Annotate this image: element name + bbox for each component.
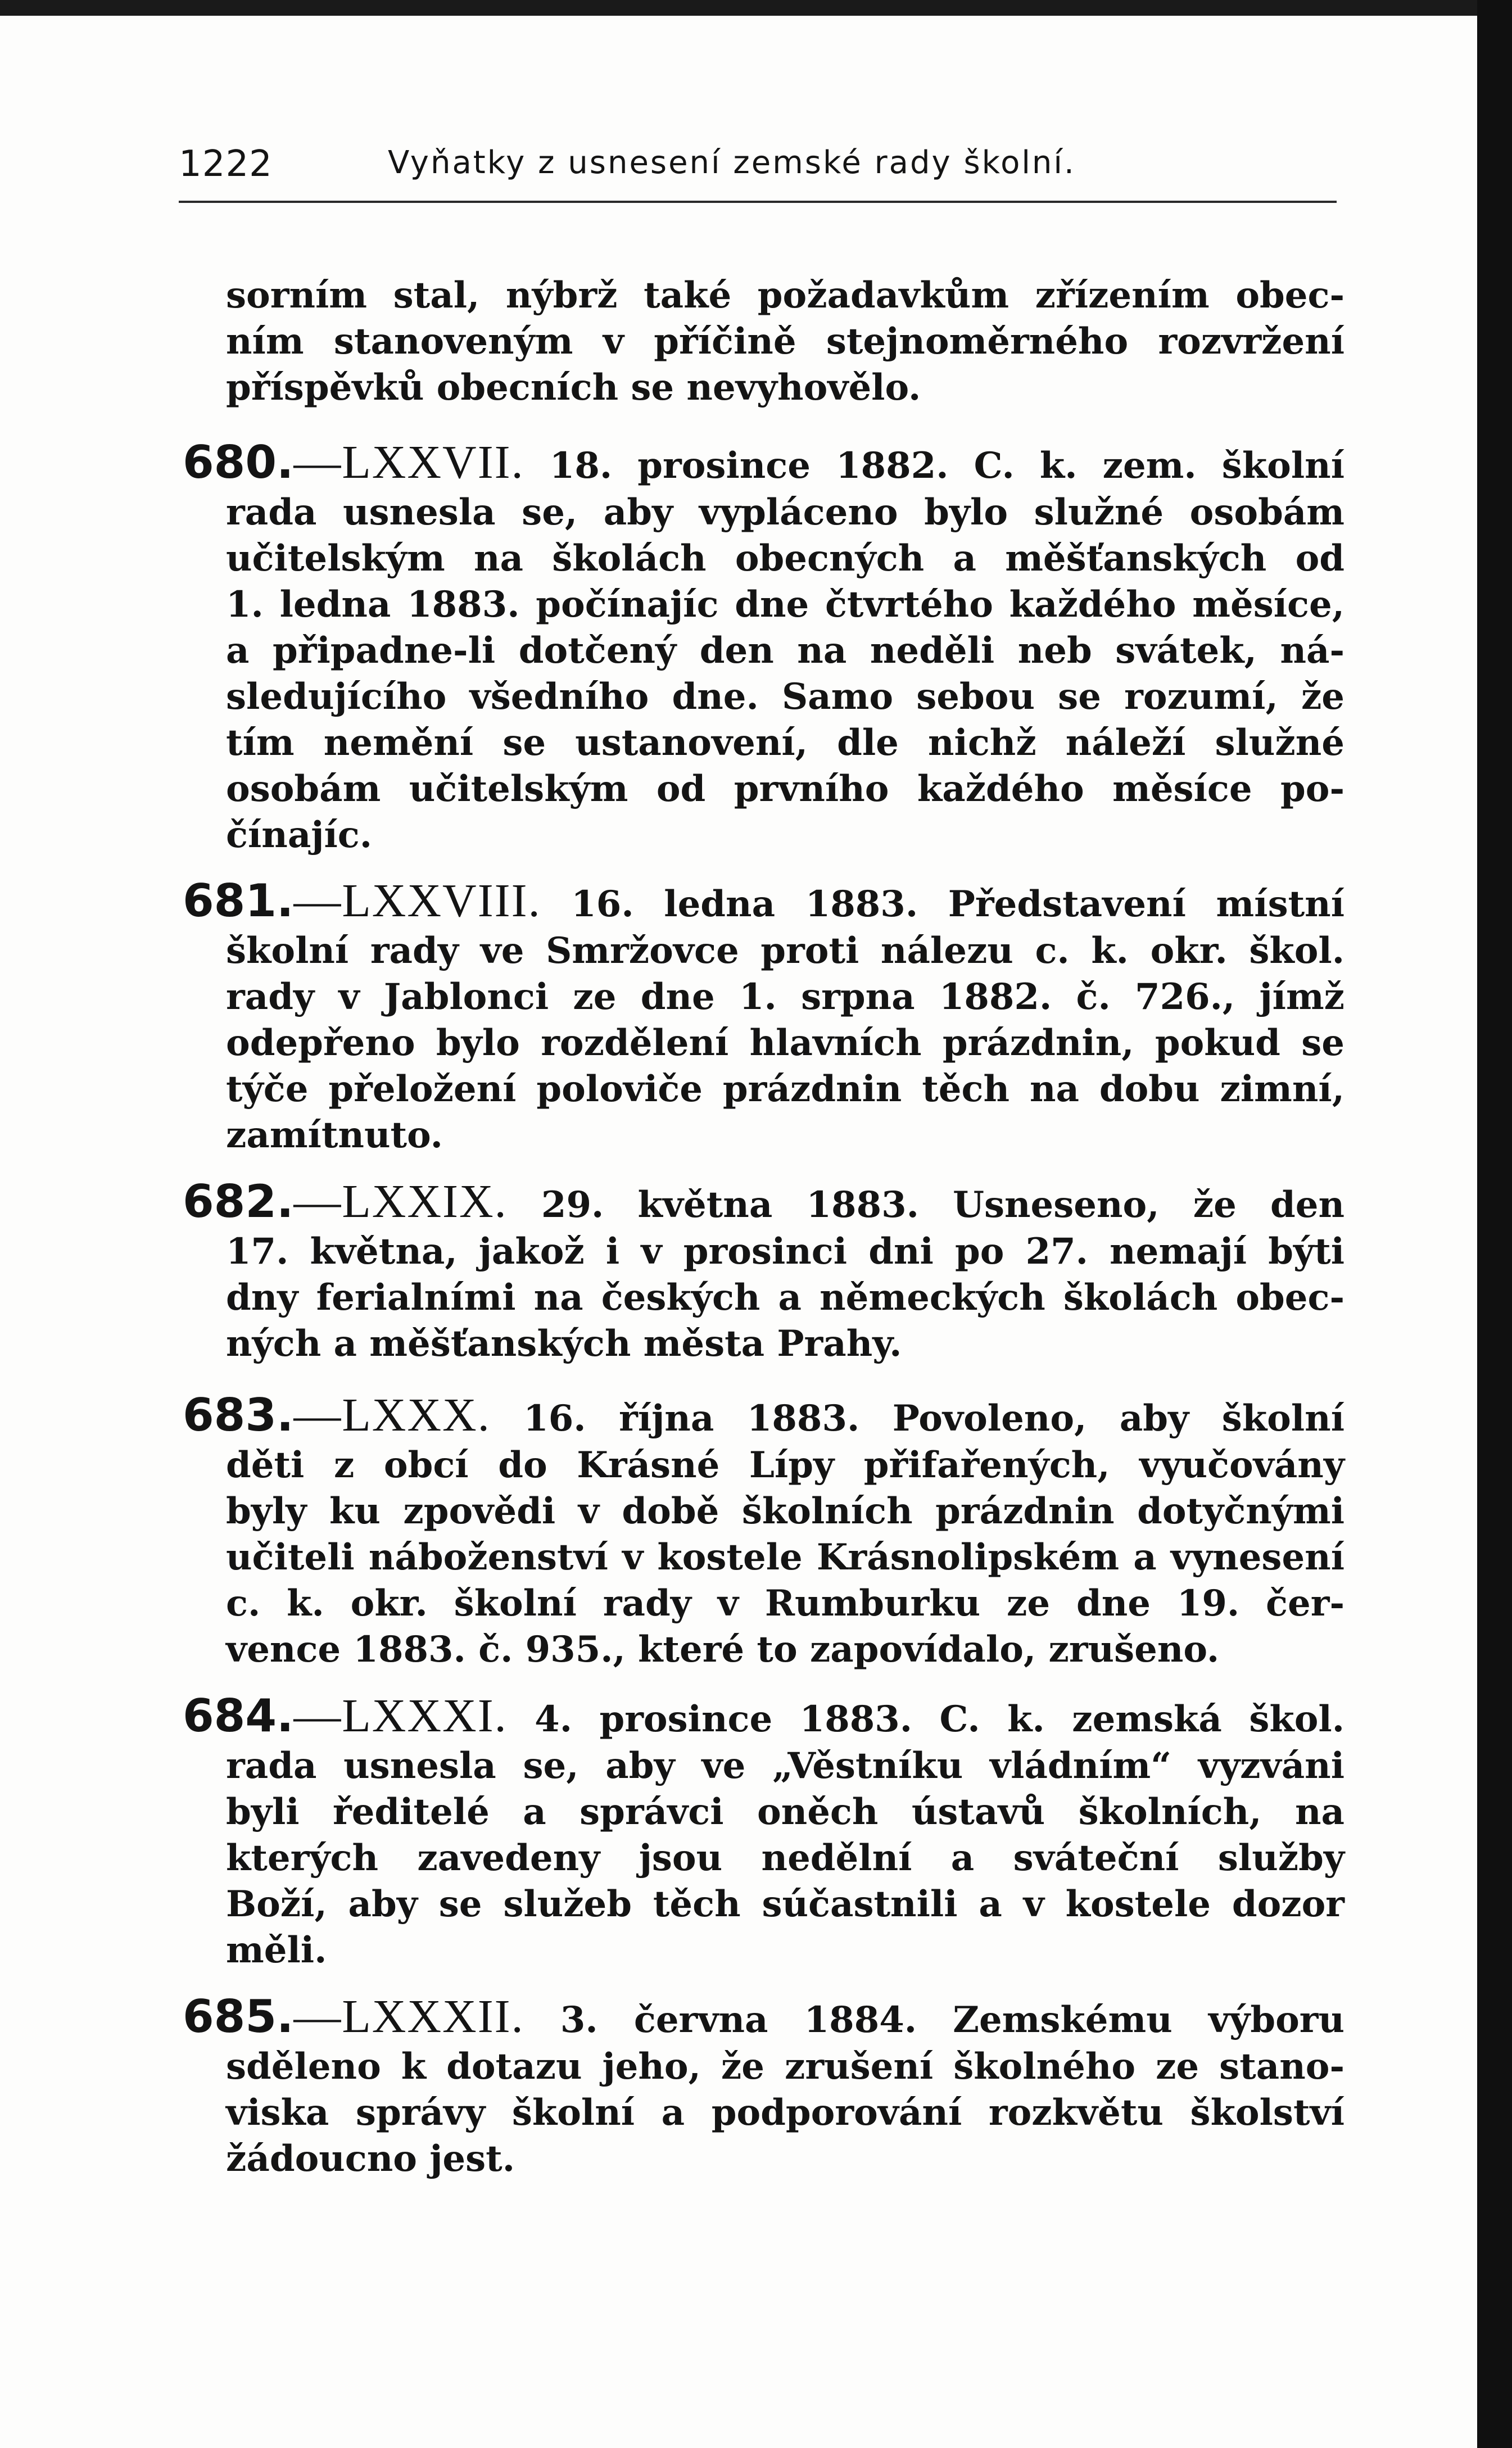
entry-roman-numeral: —LXXVII. (293, 436, 524, 488)
entry-heading-rest: 29. května 1883. Usneseno, že den (541, 1184, 1345, 1226)
intro-paragraph (226, 273, 1344, 411)
entry-heading-line (183, 1689, 1344, 1743)
entry-683 (183, 1388, 1345, 1673)
entry-heading-rest: 16. ledna 1883. Představení místní (571, 883, 1345, 925)
paragraph-line: odepřeno bylo rozdělení hlavních prázdnin, pokud se (226, 1022, 1344, 1064)
entry-685 (183, 1990, 1345, 2182)
running-head (179, 143, 1337, 188)
paragraph-line: kterých zavedeny jsou nedělní a sváteční služby (226, 1837, 1344, 1879)
paragraph-line: žádoucno jest. (226, 2138, 515, 2180)
header-rule (179, 201, 1337, 203)
entry-number: 682. (183, 1175, 294, 1228)
paragraph-line: příspěvků obecních se nevyhovělo. (226, 366, 921, 409)
paragraph-line: osobám učitelským od prvního každého měsíce po- (226, 768, 1344, 810)
entry-681 (183, 874, 1345, 1159)
paragraph-line: učitelským na školách obecných a měšťanských od (226, 537, 1344, 580)
entry-roman-numeral: —LXXVIII. (293, 875, 541, 927)
paragraph-line: zamítnuto. (226, 1114, 443, 1156)
paragraph-line: rada usnesla se, aby vypláceno bylo služné osobám (226, 491, 1344, 533)
entry-heading-line (183, 1990, 1344, 2044)
paragraph-line: učiteli náboženství v kostele Krásnolipském a vynesení (226, 1536, 1344, 1578)
page-number: 1222 (179, 143, 273, 185)
paragraph-line: sorním stal, nýbrž také požadavkům zřízením obec- (226, 274, 1344, 316)
paragraph-line: rady v Jablonci ze dne 1. srpna 1882. č. 726., jímž (226, 976, 1344, 1018)
paragraph-line: školní rady ve Smržovce proti nálezu c. k. okr. škol. (226, 930, 1344, 972)
entry-heading-rest: 3. června 1884. Zemskému výboru (560, 1999, 1345, 2041)
paragraph-line: ných a měšťanských města Prahy. (226, 1323, 902, 1365)
paragraph-line: Boží, aby se služeb těch súčastnili a v kostele dozor (226, 1883, 1344, 1925)
paragraph-line: sledujícího všedního dne. Samo sebou se rozumí, že (226, 676, 1344, 718)
paragraph-line: 1. ledna 1883. počínajíc dne čtvrtého každého měsíce, (226, 583, 1344, 626)
entry-684 (183, 1689, 1344, 1974)
entry-roman-numeral: —LXXIX. (293, 1175, 508, 1228)
paragraph-line: sděleno k dotazu jeho, že zrušení školného ze stano- (226, 2046, 1344, 2088)
paragraph-line: 17. května, jakož i v prosinci dni po 27. nemají býti (226, 1230, 1344, 1273)
paragraph-line: měli. (226, 1929, 327, 1971)
entry-number: 685. (183, 1990, 294, 2043)
paragraph-line: tím nemění se ustanovení, dle nichž náleží služné (226, 722, 1344, 764)
paragraph-line: ním stanoveným v příčině stejnoměrného rozvržení (226, 320, 1344, 363)
entry-682 (183, 1175, 1345, 1367)
entry-heading-rest: 16. října 1883. Povoleno, aby školní (523, 1397, 1345, 1440)
entry-heading-line (183, 436, 1344, 490)
entry-number: 683. (183, 1389, 294, 1441)
entry-heading-line (183, 1388, 1344, 1442)
entry-number: 684. (183, 1690, 294, 1742)
paragraph-line: čínajíc. (226, 814, 372, 856)
entry-heading-rest: 4. prosince 1883. C. k. zemská škol. (535, 1698, 1344, 1740)
paragraph-line: rada usnesla se, aby ve „Věstníku vládním“ vyzváni (226, 1745, 1344, 1787)
entry-number: 680. (183, 436, 294, 488)
paragraph-line: byli ředitelé a správci oněch ústavů školních, na (226, 1791, 1344, 1833)
paragraph-line: děti z obcí do Krásné Lípy přifařených, vyučovány (226, 1444, 1344, 1486)
paragraph-line: viska správy školní a podporování rozkvětu školství (226, 2092, 1344, 2134)
paragraph-line: c. k. okr. školní rady v Rumburku ze dne 19. čer- (226, 1582, 1344, 1625)
entry-680 (183, 436, 1345, 858)
scan-edge-right (1477, 0, 1512, 2448)
paragraph-line: vence 1883. č. 935., které to zapovídalo, zrušeno. (226, 1628, 1220, 1671)
entry-roman-numeral: —LXXXII. (293, 1990, 524, 2043)
entry-roman-numeral: —LXXXI. (293, 1690, 508, 1742)
entry-heading-line (183, 874, 1344, 928)
paragraph-line: dny ferialními na českých a německých školách obec- (226, 1277, 1344, 1319)
running-title: Vyňatky z usnesení zemské rady školní. (388, 144, 1076, 181)
paragraph-line: a připadne-li dotčený den na neděli neb svátek, ná- (226, 630, 1344, 672)
entry-number: 681. (183, 875, 294, 927)
entry-roman-numeral: —LXXX. (293, 1389, 491, 1441)
scan-edge-top (0, 0, 1512, 16)
paragraph-line: týče přeložení poloviče prázdnin těch na dobu zimní, (226, 1068, 1344, 1110)
paragraph-line: byly ku zpovědi v době školních prázdnin dotyčnými (226, 1490, 1344, 1532)
entry-heading-rest: 18. prosince 1882. C. k. zem. školní (549, 445, 1345, 487)
entry-heading-line (183, 1175, 1344, 1229)
